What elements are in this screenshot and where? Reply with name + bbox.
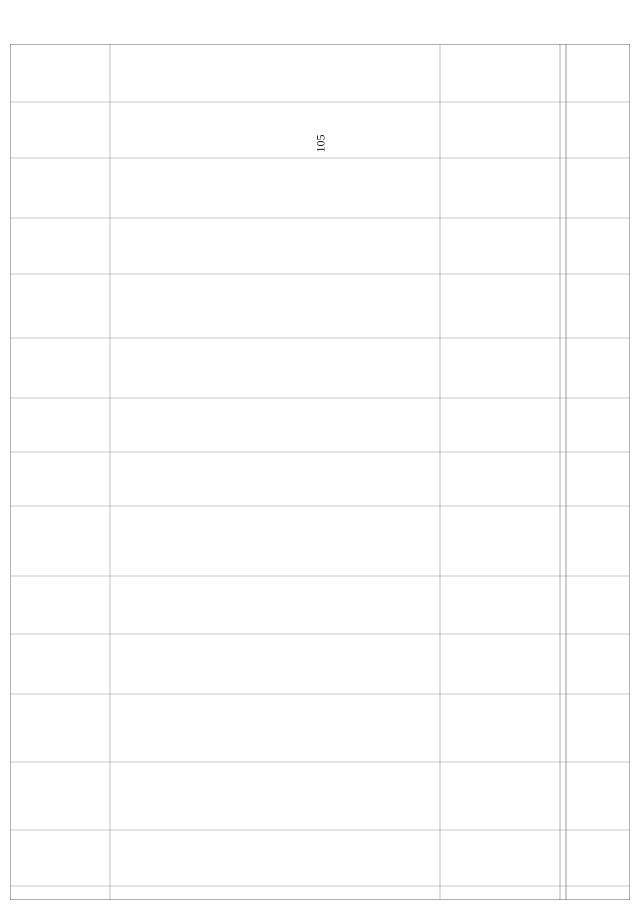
table-grid <box>10 44 630 900</box>
registry-table <box>10 44 630 900</box>
page-number: 105 <box>313 134 328 153</box>
